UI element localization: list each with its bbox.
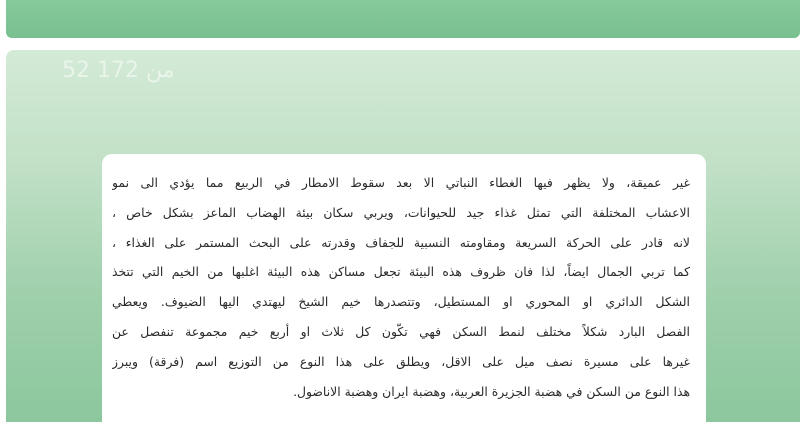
message-line: الاعشاب المختلفة التي تمثل غذاء جيد للحيوانات، ويربي سكان بيئة الهضاب الماعز بشكل خاص ، [112, 204, 690, 220]
page-counter-watermark: 52 من 172 [62, 58, 175, 83]
message-line: هذا النوع من السكن في هضبة الجزيرة العربية، وهضبة ايران وهضبة الاناضول. [293, 383, 690, 399]
message-line: الشكل الدائري او المحوري او المستطيل، وتتصدرها خيم الشيخ ليهتدي اليها الضيوف. ويعطي [112, 294, 690, 310]
message-line: لانه قادر على الحركة السريعة ومقاومته النسبية للجفاف وقدرته على البحث المستمر على الغذاء ، [112, 234, 690, 250]
previous-message-bubble [6, 0, 800, 38]
message-line: غيرها على مسيرة نصف ميل على الاقل، ويطلق على هذا النوع من التوزيع اسم (فرقة) ويبرز [112, 353, 690, 369]
message-line: كما تربي الجمال ايضاً، لذا فان ظروف هذه البيئة تجعل مساكن هذه البيئة اغلبها من الخيم التي تتخذ [112, 264, 690, 280]
message-line: الفصل البارد شكلاً مختلف لنمط السكن فهي تكّون كل ثلاث او أربع خيم مجموعة تنفصل عن [112, 323, 690, 339]
message-line: غير عميقة، ولا يظهر فيها الغطاء النباتي الا بعد سقوط الامطار في الربيع مما يؤدي الى نمو [112, 175, 690, 190]
message-bubble[interactable] [102, 154, 706, 434]
